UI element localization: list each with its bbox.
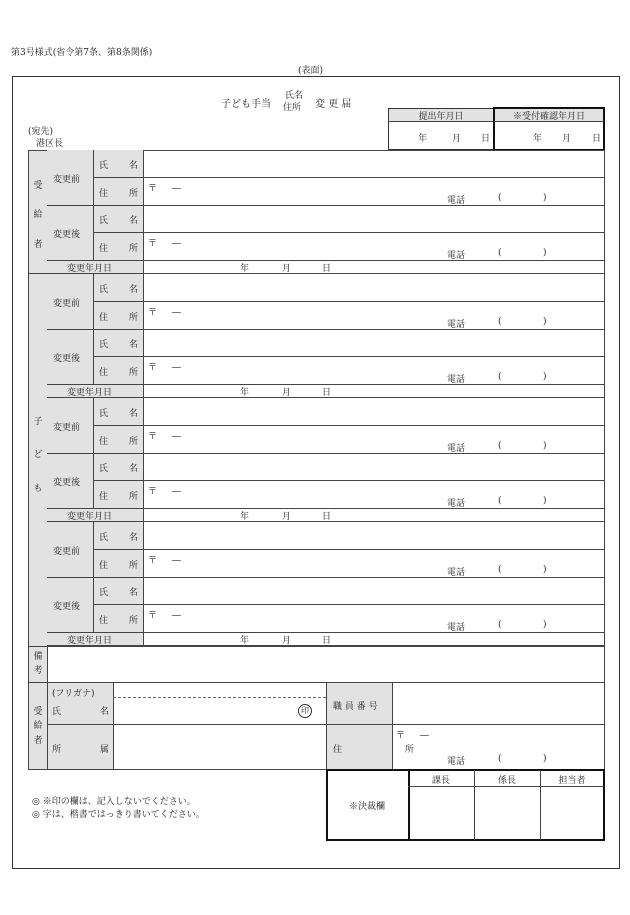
seal-mark: 印 xyxy=(298,704,312,718)
address-label: 住 所 xyxy=(99,616,147,626)
change-day: 日 xyxy=(322,512,332,522)
side-label: (表面) xyxy=(298,66,324,76)
name-field[interactable] xyxy=(144,523,603,548)
title-prefix: 子ども手当 xyxy=(221,99,271,110)
after-label: 変更後 xyxy=(53,602,81,612)
approval-subchief: 係長 xyxy=(497,776,516,786)
approval-chief: 課長 xyxy=(431,776,450,786)
change-day: 日 xyxy=(322,388,332,398)
name-label: 氏 名 xyxy=(99,161,147,171)
furigana-label: (フリガナ) xyxy=(52,689,95,699)
phone-paren-close: ) xyxy=(543,441,547,451)
rec-year: 年 xyxy=(533,134,543,144)
change-date-field[interactable] xyxy=(144,385,603,397)
after-label: 変更後 xyxy=(53,230,81,240)
name-field[interactable] xyxy=(144,151,603,176)
phone-label: 電話 xyxy=(447,196,466,206)
phone-label: 電話 xyxy=(447,499,466,509)
submission-date-header: 提出年月日 xyxy=(418,112,464,122)
change-month: 月 xyxy=(282,388,292,398)
bottom-address-label: 住 所 xyxy=(333,745,444,755)
address-field[interactable] xyxy=(144,178,603,204)
bottom-phone-paren-close: ) xyxy=(543,754,547,764)
staff-number-field[interactable] xyxy=(393,683,603,723)
change-day: 日 xyxy=(322,636,332,646)
change-date-field[interactable] xyxy=(144,509,603,521)
change-date-label: 変更年月日 xyxy=(67,388,113,398)
address-field[interactable] xyxy=(144,605,603,631)
change-date-label: 変更年月日 xyxy=(67,512,113,522)
phone-paren-open: ( xyxy=(498,193,502,203)
address-field[interactable] xyxy=(144,233,603,259)
change-year: 年 xyxy=(240,636,250,646)
change-date-field[interactable] xyxy=(144,261,603,273)
change-year: 年 xyxy=(240,388,250,398)
change-date-field[interactable] xyxy=(144,633,603,645)
address-field[interactable] xyxy=(144,550,603,576)
phone-paren-open: ( xyxy=(498,372,502,382)
change-date-label: 変更年月日 xyxy=(67,264,113,274)
phone-paren-close: ) xyxy=(543,565,547,575)
phone-paren-open: ( xyxy=(498,441,502,451)
phone-paren-close: ) xyxy=(543,496,547,506)
name-label: 氏 名 xyxy=(99,340,147,350)
sub-day: 日 xyxy=(481,134,491,144)
change-day: 日 xyxy=(322,264,332,274)
postal-mark: 〒 ― xyxy=(148,487,187,497)
before-label: 変更前 xyxy=(53,423,81,433)
sub-month: 月 xyxy=(452,134,462,144)
phone-label: 電話 xyxy=(447,623,466,633)
after-label: 変更後 xyxy=(53,354,81,364)
postal-mark: 〒 ― xyxy=(148,432,187,442)
sub-year: 年 xyxy=(418,134,428,144)
address-field[interactable] xyxy=(144,302,603,328)
name-label: 氏 名 xyxy=(99,464,147,474)
note-2: ◎ 字は、楷書ではっきり書いてください。 xyxy=(32,810,205,820)
address-field[interactable] xyxy=(144,481,603,507)
name-label: 氏 名 xyxy=(99,588,147,598)
bottom-recipient-vertical-label: 受 給 者 xyxy=(33,706,43,747)
phone-label: 電話 xyxy=(447,320,466,330)
name-label: 氏 名 xyxy=(99,533,147,543)
addressee-label: (宛先) xyxy=(28,127,54,137)
name-field[interactable] xyxy=(144,578,603,603)
change-date-label: 変更年月日 xyxy=(67,636,113,646)
name-field[interactable] xyxy=(144,399,603,424)
bottom-phone-paren-open: ( xyxy=(498,754,502,764)
address-field[interactable] xyxy=(144,426,603,452)
name-label: 氏 名 xyxy=(99,409,147,419)
address-label: 住 所 xyxy=(99,437,147,447)
address-label: 住 所 xyxy=(99,561,147,571)
address-field[interactable] xyxy=(144,357,603,383)
approval-staff: 担当者 xyxy=(558,776,586,786)
postal-mark: 〒 ― xyxy=(148,556,187,566)
phone-paren-close: ) xyxy=(543,317,547,327)
phone-paren-open: ( xyxy=(498,620,502,630)
postal-mark: 〒 ― xyxy=(148,611,187,621)
postal-mark: 〒 ― xyxy=(148,308,187,318)
address-label: 住 所 xyxy=(99,244,147,254)
bottom-phone-label: 電話 xyxy=(447,757,466,767)
phone-label: 電話 xyxy=(447,444,466,454)
reception-date-header: ※受付確認年月日 xyxy=(512,112,585,122)
postal-mark: 〒 ― xyxy=(148,184,187,194)
bottom-postal-mark: 〒 ― xyxy=(396,731,435,741)
name-field[interactable] xyxy=(144,454,603,479)
approval-label: ※決裁欄 xyxy=(348,802,385,812)
address-label: 住 所 xyxy=(99,368,147,378)
change-year: 年 xyxy=(240,512,250,522)
phone-paren-close: ) xyxy=(543,372,547,382)
note-1: ◎ ※印の欄は、記入しないでください。 xyxy=(32,797,196,807)
name-field[interactable] xyxy=(144,275,603,300)
change-month: 月 xyxy=(282,636,292,646)
remarks-vertical-label: 備 考 xyxy=(33,651,43,676)
phone-paren-open: ( xyxy=(498,565,502,575)
change-month: 月 xyxy=(282,512,292,522)
phone-paren-close: ) xyxy=(543,248,547,258)
after-label: 変更後 xyxy=(53,478,81,488)
before-label: 変更前 xyxy=(53,175,81,185)
address-label: 住 所 xyxy=(99,313,147,323)
addressee-name: 港区長 xyxy=(36,139,64,149)
title-address: 住所 xyxy=(283,103,302,113)
rec-day: 日 xyxy=(592,134,602,144)
remarks-field[interactable] xyxy=(48,647,603,681)
postal-mark: 〒 ― xyxy=(148,239,187,249)
affiliation-field[interactable] xyxy=(114,725,325,768)
before-label: 変更前 xyxy=(53,547,81,557)
phone-paren-open: ( xyxy=(498,317,502,327)
form-number: 第3号様式(省令第7条、第8条関係) xyxy=(11,48,153,58)
bottom-name-field[interactable] xyxy=(114,683,325,723)
recipient-vertical-label: 受 給 者 xyxy=(33,181,43,250)
address-label: 住 所 xyxy=(99,492,147,502)
name-field[interactable] xyxy=(144,206,603,231)
address-label: 住 所 xyxy=(99,189,147,199)
phone-label: 電話 xyxy=(447,568,466,578)
name-label: 氏 名 xyxy=(99,216,147,226)
title-name: 氏名 xyxy=(285,91,304,101)
title-suffix: 変 更 届 xyxy=(315,99,352,110)
postal-mark: 〒 ― xyxy=(148,363,187,373)
name-field[interactable] xyxy=(144,330,603,355)
before-label: 変更前 xyxy=(53,299,81,309)
phone-paren-close: ) xyxy=(543,620,547,630)
bottom-name-label: 氏 名 xyxy=(52,707,127,717)
phone-label: 電話 xyxy=(447,251,466,261)
name-label: 氏 名 xyxy=(99,285,147,295)
staff-number-label: 職 員 番 号 xyxy=(333,702,378,712)
rec-month: 月 xyxy=(562,134,572,144)
affiliation-label: 所 属 xyxy=(52,745,127,755)
change-month: 月 xyxy=(282,264,292,274)
phone-paren-open: ( xyxy=(498,248,502,258)
child-vertical-label: 子 ど も xyxy=(33,417,43,494)
phone-paren-open: ( xyxy=(498,496,502,506)
change-year: 年 xyxy=(240,264,250,274)
phone-paren-close: ) xyxy=(543,193,547,203)
phone-label: 電話 xyxy=(447,375,466,385)
